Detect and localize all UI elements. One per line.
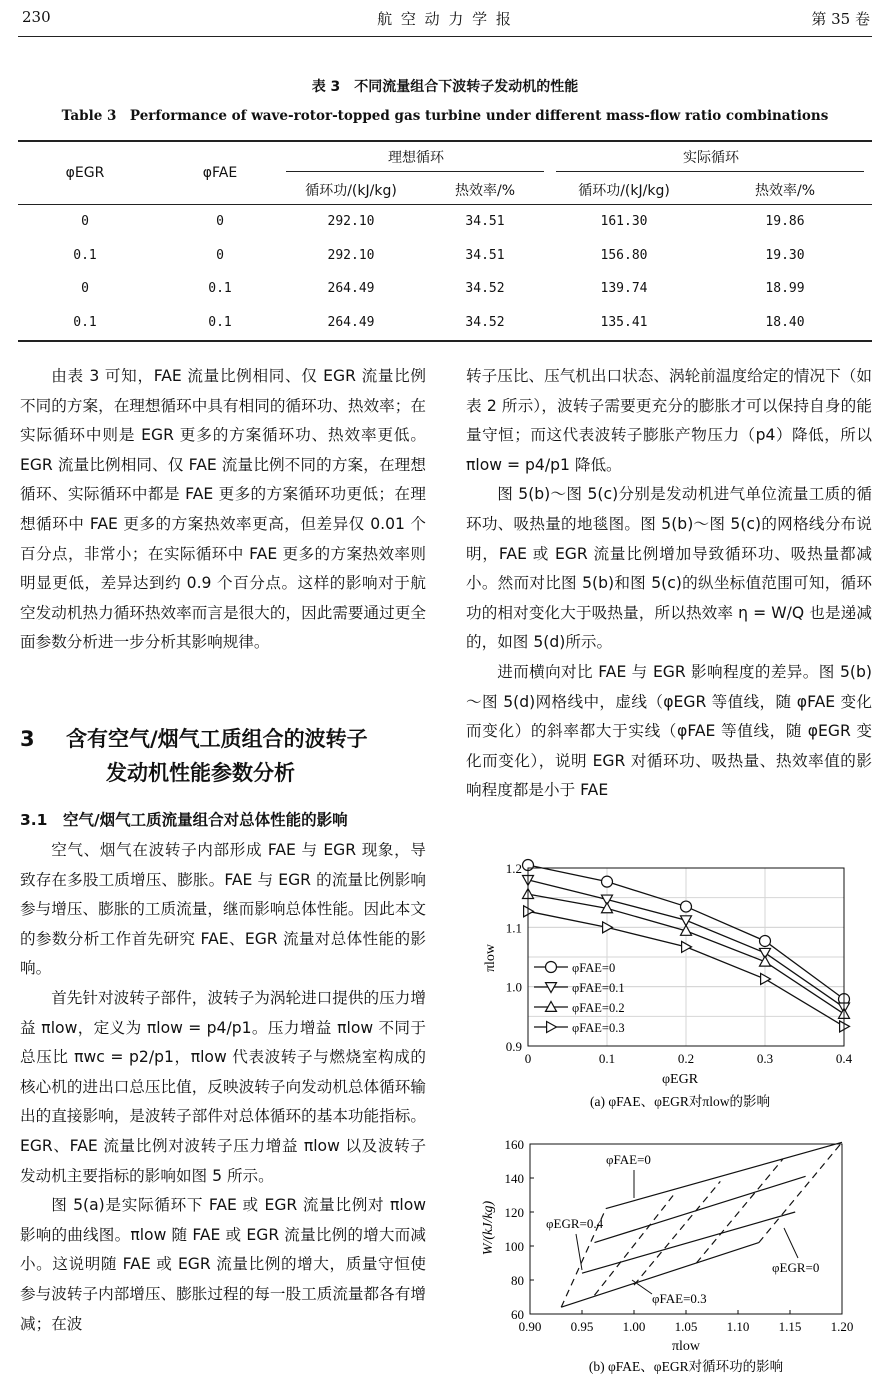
figure-5a-caption: (a) φFAE、φEGR对πlow的影响 <box>589 1094 771 1109</box>
table-cell: 264.49 <box>327 314 375 330</box>
table-cell: 0.1 <box>208 314 232 330</box>
annotation-egr-04: φEGR=0.4 <box>546 1216 604 1231</box>
table-cell: 34.51 <box>465 247 505 263</box>
left-paragraph-4: 图 5(a)是实际循环下 FAE 或 EGR 流量比例对 πlow 影响的曲线图。πlow 随 FAE 或 EGR 流量比例的增大而减小。这说明随 FAE 或 EGR 流量比例的增大，质量守恒使参与波转子内部增压、膨胀过程的每一股工质流量都各有增减；在波 <box>20 1196 426 1333</box>
egr-contour-line <box>696 1159 782 1263</box>
header-rule <box>18 36 872 37</box>
egr-contour-line <box>594 1195 673 1295</box>
sub-actual-work: 循环功/(kJ/kg) <box>578 183 670 199</box>
right-paragraph-1: 转子压比、压气机出口状态、涡轮前温度给定的情况下（如表 2 所示），波转子需要更充分的膨胀才可以保持自身的能量守恒；而这代表波转子膨胀产物压力（p4）降低，所以 πlow = p4/p1 降低。 <box>466 367 872 474</box>
y-tick-label: 160 <box>504 1137 524 1152</box>
table-cell: 18.99 <box>765 281 805 296</box>
x-tick-label: 1.20 <box>830 1319 854 1334</box>
y-tick-label: 60 <box>511 1307 524 1322</box>
table-cell: 34.51 <box>465 214 505 229</box>
data-point <box>602 876 613 887</box>
group-ideal-rule <box>286 171 544 172</box>
y-tick-label: 1.2 <box>505 861 522 876</box>
table-top-rule <box>18 140 872 142</box>
annotation-fae-03-pointer <box>632 1280 652 1294</box>
section-title-line-2: 发动机性能参数分析 <box>106 761 295 785</box>
table-cell: 18.40 <box>765 314 805 330</box>
table-caption-cn: 表 3 不同流量组合下波转子发动机的性能 <box>311 79 579 95</box>
data-point <box>760 935 771 946</box>
sub-actual-eff: 热效率/% <box>754 183 816 199</box>
left-paragraph-3: 首先针对波转子部件，波转子为涡轮进口提供的压力增益 πlow，定义为 πlow = p4/p1。压力增益 πlow 不同于总压比 πwc = p2/p1，πlow 代表波转子与燃烧室构成的核心机的进出口总压比值，反映波转子向发动机总体循环输出的直接影响，是波转子部件对总体循环的基本功能指标。EGR、FAE 流量比例对波转子压力增益 πlow 以及波转子发动机主要指标的影响如图 5 所示。 <box>20 988 426 1185</box>
y-tick-label: 80 <box>511 1273 524 1288</box>
figure-5a-xlabel: φEGR <box>661 1072 699 1087</box>
y-tick-label: 140 <box>504 1171 524 1186</box>
figure-5b-chart <box>466 1128 876 1396</box>
table-caption-en: Table 3 Performance of wave-rotor-topped gas turbine under different mass-flow ratio combinations <box>61 108 829 124</box>
data-point <box>840 1021 850 1032</box>
annotation-fae-03: φFAE=0.3 <box>652 1291 707 1306</box>
section-3-heading <box>20 722 426 790</box>
x-tick-label: 0.1 <box>598 1051 616 1066</box>
x-tick-label: 1.15 <box>778 1319 802 1334</box>
page-number: 230 <box>22 8 51 26</box>
table-cell: 0.1 <box>73 247 97 263</box>
y-tick-label: 0.9 <box>505 1039 522 1054</box>
figure-5b-caption: (b) φFAE、φEGR对循环功的影响 <box>588 1359 784 1374</box>
legend-label: φFAE=0.2 <box>572 1001 625 1015</box>
annotation-egr-0-pointer <box>784 1228 798 1258</box>
right-paragraph-3: 进而横向对比 FAE 与 EGR 影响程度的差异。图 5(b)～图 5(d)网格线中，虚线（φEGR 等值线，随 φFAE 变化而变化）的斜率都大于实线（φFAE 等值线，随 φEGR 变化而变化），说明 EGR 对循环功、吸热量、热效率值的影响程度都是小于 FAE <box>466 662 872 800</box>
legend-label: φFAE=0 <box>572 961 616 975</box>
data-point <box>603 922 613 933</box>
section-title-line-1: 含有空气/烟气工质组合的波转子 <box>66 727 368 751</box>
group-actual-header: 实际循环 <box>683 150 739 166</box>
data-point <box>547 1022 557 1033</box>
subsection-3-1-heading: 3.1 空气/烟气工质流量组合对总体性能的影响 <box>20 811 348 829</box>
table-cell: 0 <box>216 214 224 229</box>
group-actual-rule <box>556 171 864 172</box>
right-paragraph-2: 图 5(b)～图 5(c)分别是发动机进气单位流量工质的循环功、吸热量的地毯图。图 5(b)～图 5(c)的网格线分布说明，FAE 或 EGR 流量比例增加导致循环功、吸热量都减小。然而对比图 5(b)和图 5(c)的纵坐标值范围可知，循环功的相对变化大于吸热量，所以热效率 η = W/Q 也是递减的，如图 5(d)所示。 <box>466 485 872 652</box>
annotation-egr-0: φEGR=0 <box>772 1260 820 1275</box>
legend-label: φFAE=0.1 <box>572 981 625 995</box>
x-tick-label: 0.2 <box>677 1051 695 1066</box>
group-ideal-header: 理想循环 <box>388 150 444 166</box>
journal-name: 航 空 动 力 学 报 <box>377 10 513 28</box>
data-point <box>681 901 692 912</box>
annotation-egr-04-pointer <box>576 1234 582 1270</box>
y-tick-label: 1.0 <box>505 979 522 995</box>
table-cell: 135.41 <box>600 314 648 330</box>
x-tick-label: 0.95 <box>570 1319 594 1334</box>
table-cell: 161.30 <box>600 214 648 229</box>
table-cell: 0 <box>81 281 89 296</box>
table-cell: 292.10 <box>327 247 375 263</box>
table-cell: 0 <box>216 247 224 263</box>
x-tick-label: 0.3 <box>756 1051 774 1066</box>
x-tick-label: 1.00 <box>622 1319 646 1334</box>
table-cell: 34.52 <box>465 281 505 296</box>
table-cell: 19.86 <box>765 214 805 229</box>
sub-ideal-work: 循环功/(kJ/kg) <box>305 183 397 199</box>
legend-label: φFAE=0.3 <box>572 1021 625 1035</box>
figure-5a-grid <box>528 868 844 1046</box>
figure-5b-xlabel: πlow <box>671 1339 701 1354</box>
col-fae-header: φFAE <box>202 165 238 181</box>
left-paragraph-1: 由表 3 可知，FAE 流量比例相同、仅 EGR 流量比例不同的方案，在理想循环中具有相同的循环功、热效率；在实际循环中则是 EGR 更多的方案循环功、热效率更低。EGR 流量比例相同、仅 FAE 流量比例不同的方案，在理想循环、实际循环中都是 FAE 更多的方案循环功更低；在理想循环中 FAE 更多的方案热效率更高，但差异仅 0.01 个百分点，非常小；在实际循环中 FAE 更多的方案热效率则明显更低，差异达到约 0.9 个百分点。这样的影响对于航空发动机热力循环热效率而言是很大的，因此需要通过更全面参数分析进一步分析其影响规律。 <box>20 367 426 652</box>
x-tick-label: 0.4 <box>835 1051 853 1066</box>
data-point <box>761 973 771 984</box>
data-point <box>546 962 557 973</box>
y-tick-label: 1.1 <box>505 920 522 936</box>
table-cell: 156.80 <box>600 247 648 263</box>
x-tick-label: 1.10 <box>726 1319 750 1334</box>
left-body <box>20 836 426 1339</box>
figure-5b-annotations <box>546 1152 819 1306</box>
table-header-rule <box>18 204 872 205</box>
table-cell: 292.10 <box>327 214 375 229</box>
volume-number: 第 35 卷 <box>811 10 870 28</box>
sub-ideal-eff: 热效率/% <box>454 183 516 199</box>
y-tick-label: 120 <box>504 1205 524 1220</box>
annotation-fae-0: φFAE=0 <box>606 1152 651 1167</box>
fae-contour-line <box>582 1212 795 1273</box>
y-tick-label: 100 <box>504 1239 524 1254</box>
figure-5a-legend <box>534 961 625 1035</box>
table-cell: 0.1 <box>73 314 97 330</box>
table-cell: 264.49 <box>327 281 375 296</box>
figure-5b-carpet-lines <box>561 1142 842 1307</box>
figure-5a-ylabel: πlow <box>483 943 498 973</box>
fae-contour-line <box>594 1176 805 1242</box>
table-cell: 0.1 <box>208 281 232 296</box>
x-tick-label: 0.90 <box>518 1319 542 1334</box>
right-body <box>466 362 872 806</box>
data-point <box>524 906 534 917</box>
section-number: 3 <box>20 727 35 751</box>
figure-5b-ylabel: W/(kJ/kg) <box>481 1200 496 1256</box>
egr-contour-line <box>759 1142 842 1242</box>
table-cell: 19.30 <box>765 247 805 263</box>
col-egr-header: φEGR <box>65 165 105 181</box>
table-cell: 0 <box>81 214 89 229</box>
table-cell: 34.52 <box>465 314 505 330</box>
data-point <box>682 941 692 952</box>
left-paragraph-2: 空气、烟气在波转子内部形成 FAE 与 EGR 现象，导致存在多股工质增压、膨胀。FAE 与 EGR 的流量比例影响参与增压、膨胀的工质流量，继而影响总体性能。因此本文的参数分析工作首先研究 FAE、EGR 流量对总体性能的影响。 <box>20 841 426 978</box>
table-bottom-rule <box>18 340 872 342</box>
x-tick-label: 0 <box>524 1051 532 1066</box>
figure-5a-chart <box>466 848 876 1120</box>
x-tick-label: 1.05 <box>674 1319 698 1334</box>
data-point <box>760 956 771 966</box>
table-cell: 139.74 <box>600 281 648 296</box>
figure-5a-ticks <box>506 861 853 1066</box>
